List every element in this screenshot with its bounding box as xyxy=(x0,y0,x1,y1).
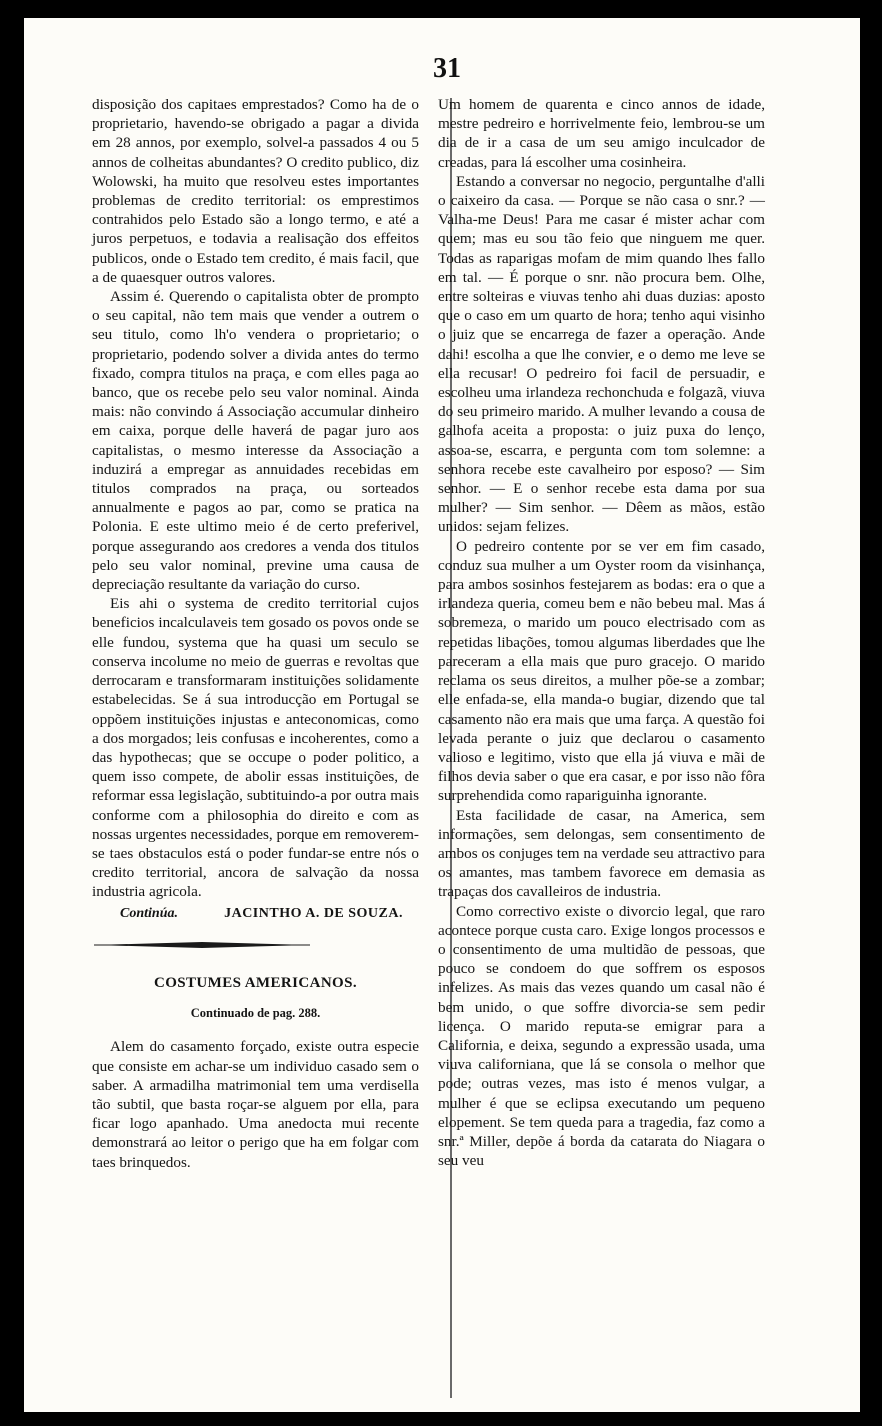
right-column xyxy=(438,95,765,1170)
left-column xyxy=(92,95,419,1172)
story-paragraph-1: Um homem de quarenta e cinco annos de idade, mestre pedreiro e horrivelmente feio, lembrou-se um dia de ir a casa de um seu amigo inculcador de creadas, para lá escolher uma cosinheira. xyxy=(438,96,765,171)
story-paragraph-5: Como correctivo existe o divorcio legal, que raro acontece porque custa caro. Exige longos processos e o consentimento de uma multidão de pessoas, que pouco se condoem do que soffrem os esposos infelizes. As mais das vezes quando um casal não é bem unido, o que soffre divorcia-se sem pedir licença. O marido reputa-se emigrar para a California, e deixa, segundo a expressão usada, uma viuva californiana, que lá se consola o melhor que pode; outras vezes, mas isto é menos vulgar, a mulher é que se eclipsa executando um pequeno elopement. Se tem queda para a tragedia, faz como a snr.ª Miller, depõe á borda da catarata do Niagara o seu veu xyxy=(438,902,765,1170)
section-paragraph-1: Alem do casamento forçado, existe outra especie que consiste em achar-se um individuo casado sem o saber. A armadilha matrimonial tem uma verdisella tão subtil, que basta roçar-se alguem por ella, para ficar logo apanhado. Uma anedocta mui recente demonstrará ao leitor o perigo que ha em folgar com taes brinquedos. xyxy=(92,1038,419,1171)
author-name: JACINTHO A. DE SOUZA. xyxy=(224,905,403,921)
continua-label: Continúa. xyxy=(120,905,178,921)
article-byline xyxy=(92,904,419,923)
page-number: 31 xyxy=(433,53,461,84)
ornamental-divider xyxy=(92,935,312,955)
section-title: COSTUMES AMERICANOS. xyxy=(153,974,358,991)
story-paragraph-3: O pedreiro contente por se ver em fim casado, conduz sua mulher a um Oyster room da visinhança, para ambos sosinhos festejarem as bodas: era o que a irlandeza queria, comeu bem e não bebeu mal. Mas á sobremeza, o marido um pouco electrisado com as repetidas libações, tomou algumas liberdades que lhe pareceram a ella mais que puro gracejo. O marido reclama os seus direitos, a mulher põe-se a zombar; elle enfada-se, ella manda-o bugiar, dizendo que tal casamento não era mais que uma farça. A questão foi levada perante o juiz que declarou o casamento valioso e legitimo, visto que ella já viuva e mãi de filhos devia saber o que era casar, e por isso não fôra surprehendida como rapariguinha ignorante. xyxy=(438,537,765,805)
article-paragraph-3: Eis ahi o systema de credito territorial cujos beneficios incalculaveis tem gosado os povos onde se elle fundou, systema que ha quasi um seculo se conserva incolume no meio de guerras e revoltas que derrocaram e transformaram instituições solidamente estabelecidas. Se á sua introducção em Portugal se oppõem instituições injustas e anteconomicas, como a dos morgados; leis confusas e incoherentes, como a das hypothecas; que se occupe o poder politico, a quem isso compete, de abolir essas instituições, de reformar essa legislação, subtituindo-a por outra mais conforme com a philosophia do direito e com as nossas urgentes necessidades, porque em removerem-se taes obstaculos está o poder fundar-se entre nós o credito territorial, ancora de salvação da nossa industria agricola. xyxy=(92,595,419,901)
article-paragraph-2: Assim é. Querendo o capitalista obter de prompto o seu capital, não tem mais que vender a outrem o seu titulo, como lh'o vendera o proprietario; o proprietario, podendo solver a divida antes do termo fixado, compra titulos na praça, e com elles paga ao banco, que os recebe pelo seu valor nominal. Ainda mais: não convindo á Associação accumular dinheiro em caixa, porque delle haverá de pagar juro aos capitalistas, o mesmo interesse da Associação a induzirá a empregar as annuidades recebidas em titulos comprados na praça, ou sorteados annualmente e pagos ao par, como se pratica na Polonia. E este ultimo meio é de certo preferivel, porque assegurando aos credores a venda dos titulos pelo seu valor nominal, previne uma causa de depreciação resultante da variação do curso. xyxy=(92,288,419,594)
story-paragraph-4: Esta facilidade de casar, na America, sem informações, sem delongas, sem consentimento de ambos os conjuges tem na verdade seu attractivo para os amantes, mas tambem favorece em demasia as trapaças dos cavalleiros de industria. xyxy=(438,806,765,901)
story-paragraph-2: Estando a conversar no negocio, perguntalhe d'alli o caixeiro da casa. — Porque se não casa o snr.? — Valha-me Deus! Para me casar é mister achar com quem; mas eu sou tão feio que ninguem me quer. Todas as raparigas mofam de mim quando lhes fallo em tal. — É porque o snr. não procura bem. Olhe, entre solteiras e viuvas tenho ahi duas duzias: aposto que o caso em um quarto de hora; tenho aqui visinho o juiz que se encarrega de fazer a operação. Ande dahi! escolha a que lhe convier, e o demo me leve se ella recusar! O pedreiro foi facil de persuadir, e escolheu uma irlandeza rechonchuda e folgazã, viuva do seu primeiro marido. A mulher levando a cousa de galhofa aceita a proposta: o juiz puxa do lenço, assoa-se, escarra, e pergunta com tom solemne: a senhora recebe este cavalheiro por esposo? — Sim senhor. — E o senhor recebe esta dama por sua mulher? — Sim senhor. — Dêem as mãos, estão unidos: sejam felizes. xyxy=(438,172,765,536)
newspaper-page xyxy=(24,18,860,1412)
article-paragraph-1: disposição dos capitaes emprestados? Como ha de o proprietario, havendo-se obrigado a pagar a divida em 28 annos, por exemplo, solvel-a passados 4 ou 5 annos de colheitas abundantes? O credito publico, diz Wolowski, ha muito que resolveu estes importantes problemas de credito territorial: os emprestimos contrahidos pelo Estado são a longo termo, e até a juros perpetuos, e todavia a realisação dos effeitos publicos, onde o Estado tem credito, é mais facil, que a de quaesquer outros valores. xyxy=(92,96,419,286)
section-subtitle: Continuado de pag. 288. xyxy=(190,1006,321,1021)
